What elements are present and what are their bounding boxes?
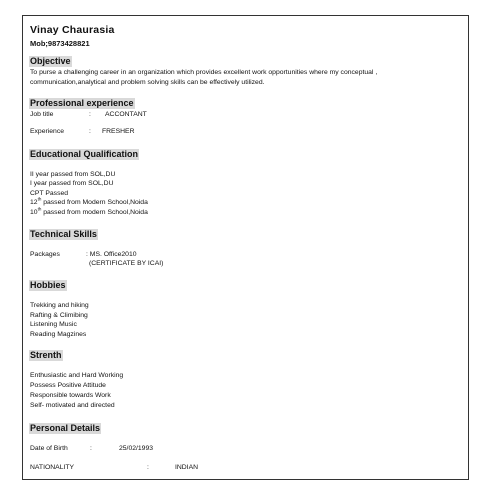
- section-title-experience: Professional experience: [30, 98, 134, 108]
- dob-value: 25/02/1993: [119, 445, 154, 452]
- objective-line-2: communication,analytical and problem solving skills can be effectively utilized.: [30, 79, 265, 86]
- section-title-strength: Strenth: [30, 350, 62, 360]
- section-title-personal: Personal Details: [30, 423, 101, 433]
- section-title-skills: Technical Skills: [30, 229, 97, 239]
- education-item-4-suffix: th: [37, 196, 42, 202]
- nationality-value: INDIAN: [175, 464, 199, 471]
- education-item-5-text: passed from modern School,Noida: [41, 209, 148, 216]
- objective-line-1: To purse a challenging career in an organization which provides excellent work opportunities where my conceptual ,: [30, 69, 378, 76]
- resume-page: [22, 15, 469, 480]
- skills-label: Packages: [30, 251, 60, 258]
- hobby-item: Listening Music: [30, 321, 77, 328]
- education-item-4: [30, 198, 148, 207]
- education-item-4-number: 12: [30, 199, 38, 206]
- candidate-name: Vinay Chaurasia: [30, 24, 115, 36]
- mobile-number: Mob;9873428821: [30, 39, 90, 48]
- nationality-label: NATIONALITY: [30, 464, 75, 471]
- dob-colon: :: [90, 445, 92, 452]
- experience-value: FRESHER: [102, 128, 135, 135]
- strength-item: Self- motivated and directed: [30, 402, 115, 409]
- dob-label: Date of Birth: [30, 445, 68, 452]
- section-title-education: Educational Qualification: [30, 149, 139, 159]
- education-item-4-text: passed from Modern School,Noida: [41, 199, 148, 206]
- education-item-3: CPT Passed: [30, 190, 69, 197]
- skills-certificate-note: (CERTIFICATE BY ICAI): [89, 260, 164, 267]
- education-item-5-number: 10: [30, 209, 38, 216]
- objective-text: [30, 68, 460, 88]
- job-title-value: ACCONTANT: [105, 111, 147, 118]
- education-item-5: [30, 208, 148, 217]
- strength-item: Possess Positive Attitude: [30, 382, 106, 389]
- experience-label: Experience: [30, 128, 65, 135]
- section-title-hobbies: Hobbies: [30, 280, 66, 290]
- hobby-item: Reading Magzines: [30, 331, 87, 338]
- nationality-colon: :: [147, 464, 149, 471]
- education-item-5-suffix: th: [37, 206, 42, 212]
- education-item-1: II year passed from SOL,DU: [30, 171, 116, 178]
- job-title-colon: :: [89, 111, 91, 118]
- hobby-item: Trekking and hiking: [30, 302, 89, 309]
- education-item-2: I year passed from SOL,DU: [30, 180, 114, 187]
- job-title-label: Job title: [30, 111, 54, 118]
- hobby-item: Rafting & Climibing: [30, 312, 88, 319]
- skills-value: : MS. Office2010: [86, 251, 137, 258]
- strength-item: Enthusiastic and Hard Working: [30, 372, 124, 379]
- section-title-objective: Objective: [30, 56, 71, 66]
- experience-colon: :: [89, 128, 91, 135]
- strength-item: Responsible towards Work: [30, 392, 111, 399]
